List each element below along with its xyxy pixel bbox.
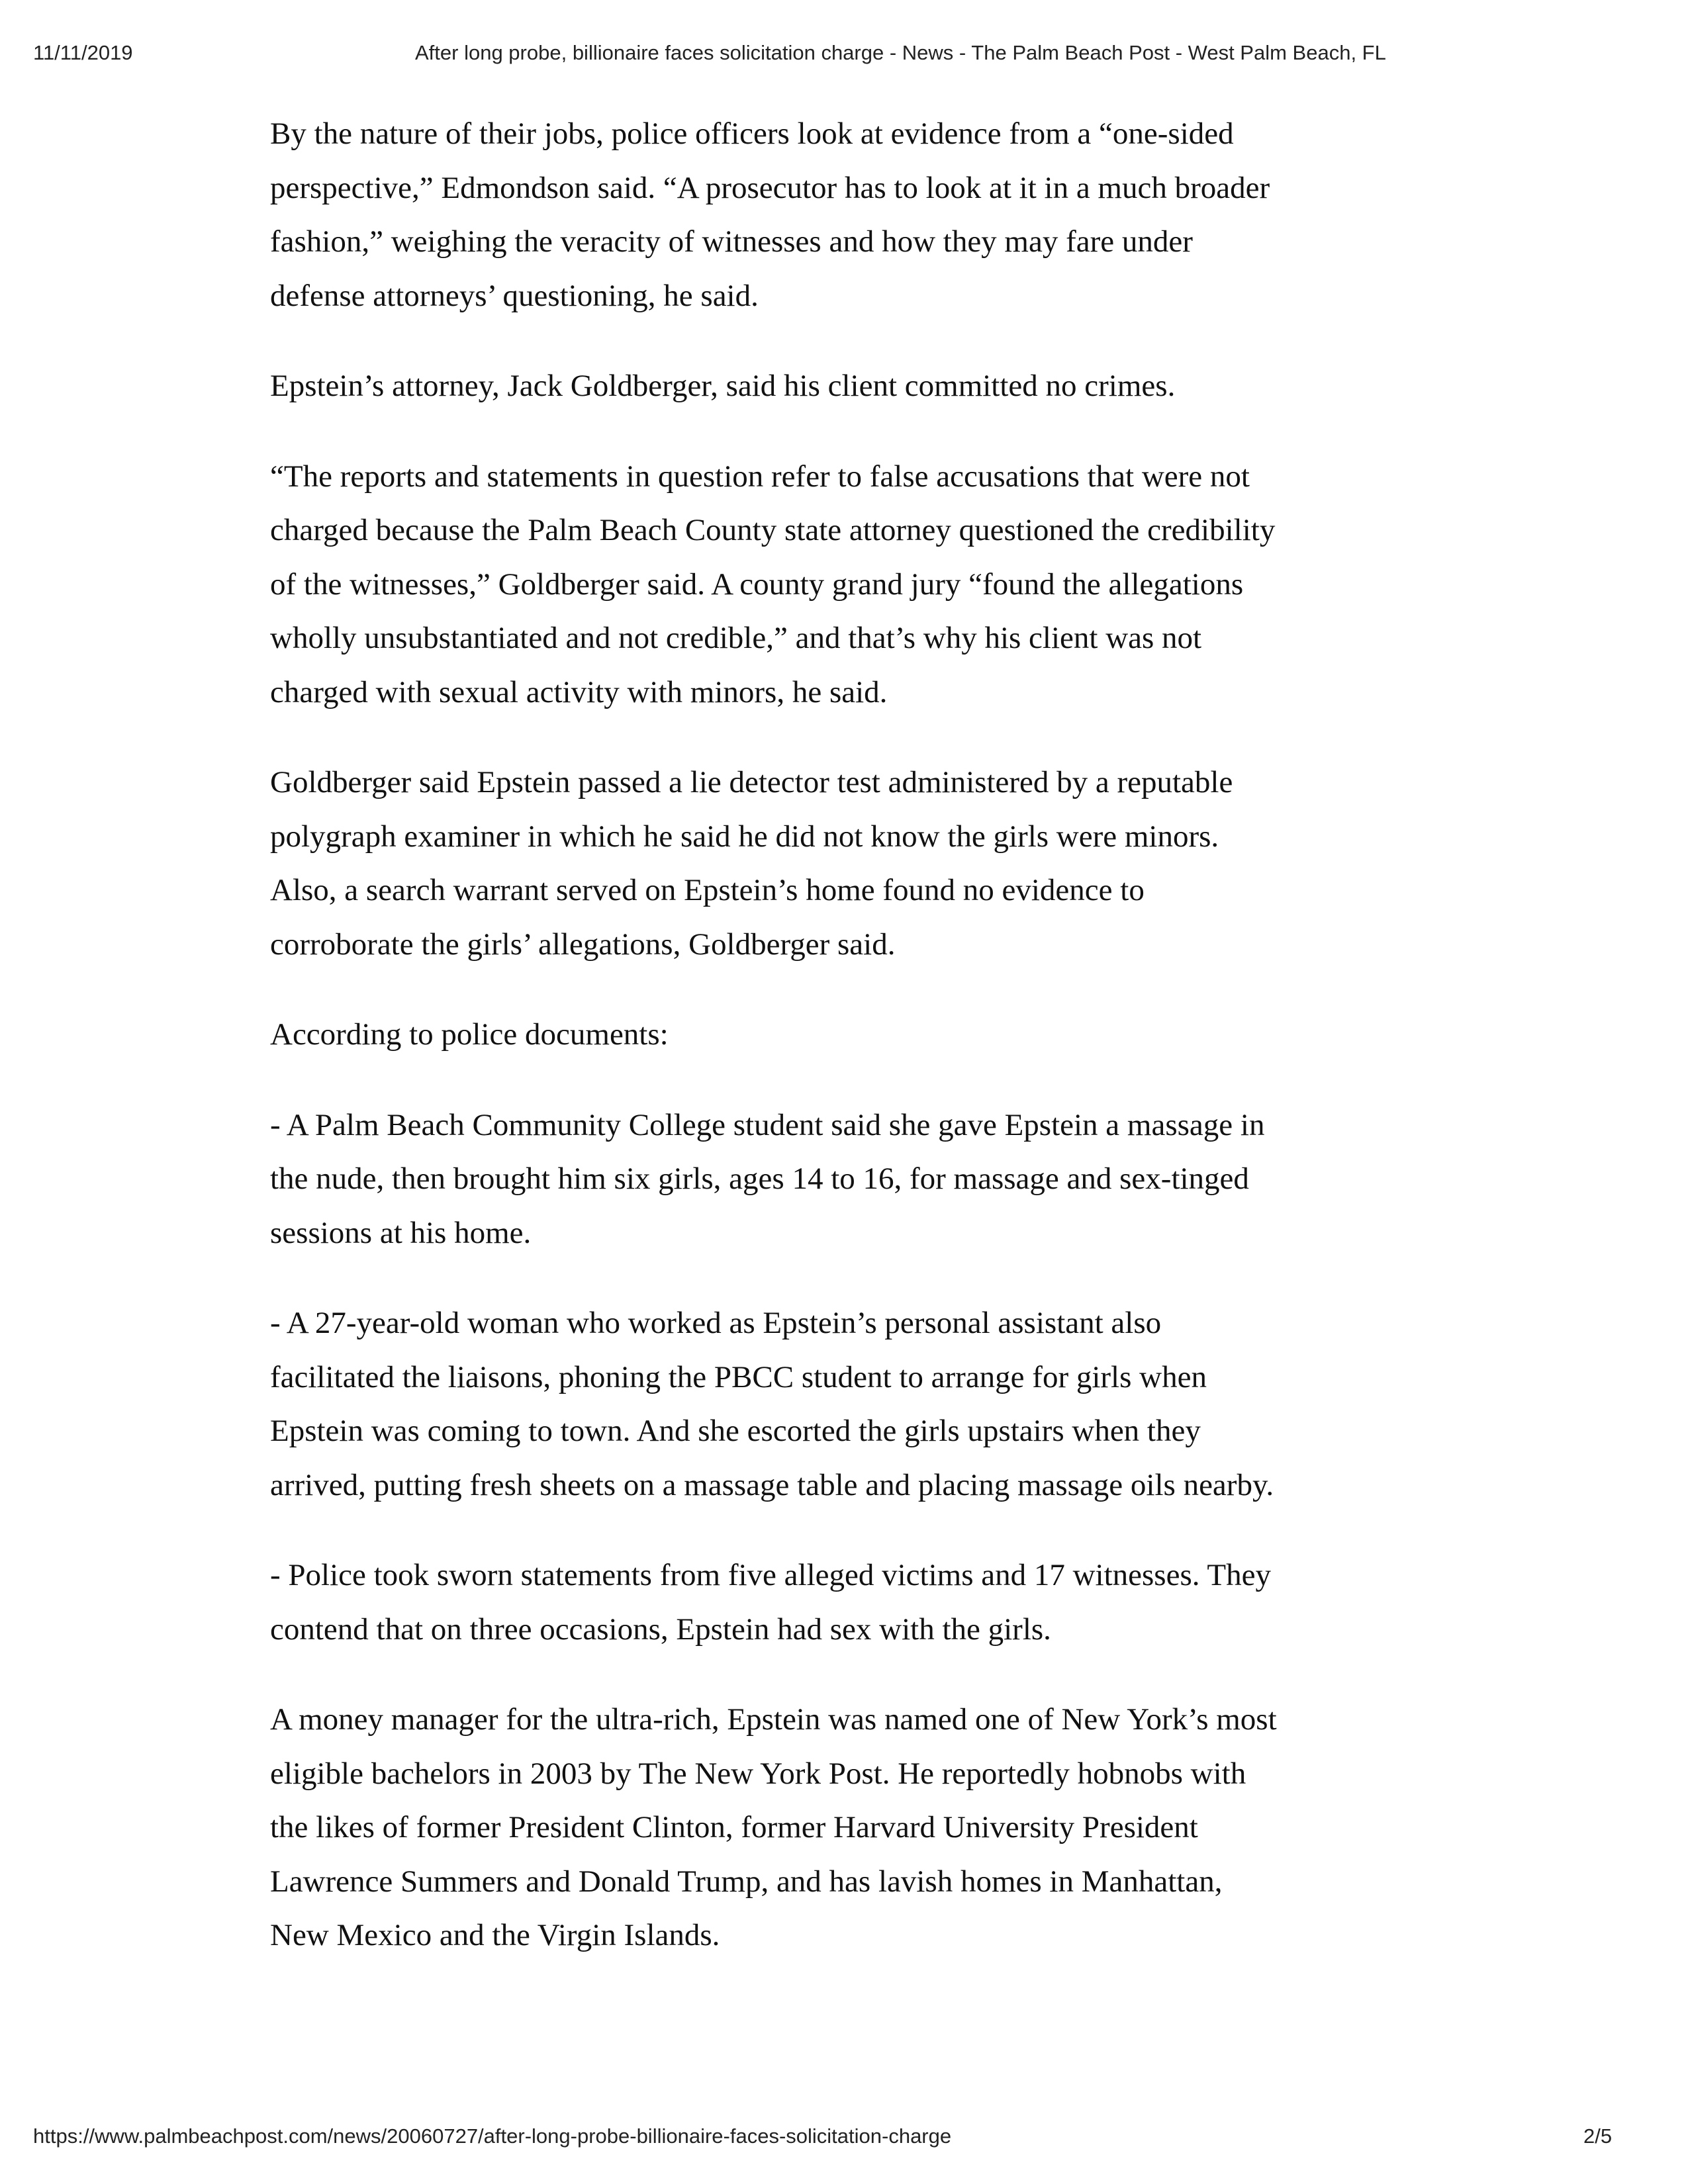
article-paragraph: - A 27-year-old woman who worked as Epstein’s personal assistant also facilitated the liaisons, phoning the PBCC student to arrange for girls when Epstein was coming to town. And she escorted the girls upstairs when they arrived, putting fresh sheets on a massage table and placing massage oils nearby.: [270, 1306, 1274, 1502]
page-url: https://www.palmbeachpost.com/news/20060727/after-long-probe-billionaire-faces-solicitation-charge: [33, 2124, 952, 2148]
article-paragraph: A money manager for the ultra-rich, Epstein was named one of New York’s most eligible bachelors in 2003 by The New York Post. He reportedly hobnobs with the likes of former President Clinton, former Harvard University President Lawrence Summers and Donald Trump, and has lavish homes in Manhattan, New Mexico and the Virgin Islands.: [270, 1702, 1277, 1952]
page-title: After long probe, billionaire faces solicitation charge - News - The Palm Beach Post - West Palm Beach, FL: [415, 41, 1386, 64]
article-paragraph: “The reports and statements in question refer to false accusations that were not charged because the Palm Beach County state attorney questioned the credibility of the witnesses,” Goldberger said. A county grand jury “found the allegations wholly unsubstantiated and not credible,” and that’s why his client was not charged with sexual activity with minors, he said.: [270, 459, 1276, 709]
article-paragraph: By the nature of their jobs, police officers look at evidence from a “one-sided perspective,” Edmondson said. “A prosecutor has to look at it in a much broader fashion,” weighing the veracity of witnesses and how they may fare under defense attorneys’ questioning, he said.: [270, 116, 1270, 313]
article-paragraph: - A Palm Beach Community College student said she gave Epstein a massage in the nude, then brought him six girls, ages 14 to 16, for massage and sex-tinged sessions at his home.: [270, 1107, 1265, 1250]
article-paragraph: According to police documents:: [270, 1017, 669, 1052]
article-body: [270, 107, 1455, 1999]
print-date: 11/11/2019: [33, 41, 133, 64]
article-paragraph: Goldberger said Epstein passed a lie detector test administered by a reputable polygraph examiner in which he said he did not know the girls were minors. Also, a search warrant served on Epstein’s home found no evidence to corroborate the girls’ allegations, Goldberger said.: [270, 765, 1233, 962]
page-number: 2/5: [1583, 2124, 1613, 2148]
article-paragraph: Epstein’s attorney, Jack Goldberger, said his client committed no crimes.: [270, 369, 1176, 403]
article-paragraph: - Police took sworn statements from five alleged victims and 17 witnesses. They contend that on three occasions, Epstein had sex with the girls.: [270, 1558, 1271, 1647]
